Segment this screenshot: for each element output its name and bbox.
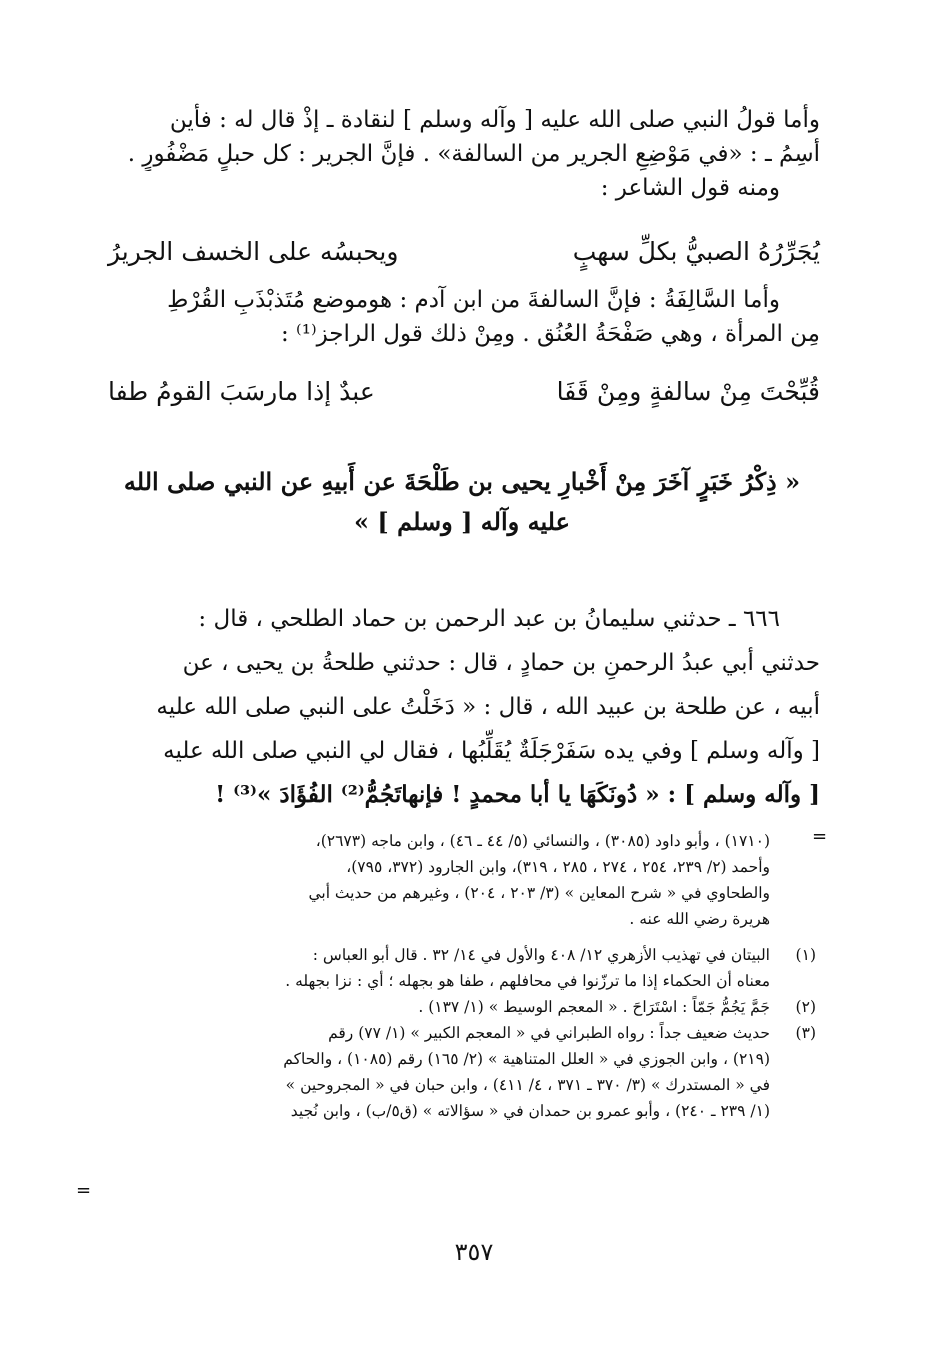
footnote-3: (٣) حديث ضعيف جداً : رواه الطبراني في « المعجم الكبير » (١/ ٧٧) رقم: [100, 1020, 816, 1046]
hadith-paragraph: [108, 597, 820, 817]
footnote-3-line: (١/ ٢٣٩ ـ ٢٤٠) ، وأبو عمرو بن حمدان في « سؤالاته » (ق٥/ب) ، وابن نُجيد: [290, 1102, 770, 1120]
footnote-3-line: (٢١٩) ، وابن الجوزي في « العلل المتناهية » (٢/ ١٦٥) رقم (١٠٨٥) ، والحاكم: [283, 1050, 770, 1068]
text-line: ومنه قول الشاعر :: [600, 175, 780, 201]
top-paragraph: [108, 103, 820, 205]
text-line: مِن المرأة ، وهي صَفْحَةُ العُنُق . ومِنْ ذلك قول الراجز⁽¹⁾ :: [280, 321, 820, 347]
verse-left-hemistich: عبدٌ إذا مارسَبَ القومُ طفا: [108, 377, 375, 406]
verse-left-hemistich: ويحبسُه على الخسف الجريرُ: [108, 237, 399, 266]
footnote-3-line: في « المستدرك » (٣/ ٣٧٠ ـ ٣٧١ ، ٤/ ٤١١) ، وابن حبان في « المجروحين »: [285, 1076, 770, 1094]
poetry-verse: [108, 373, 820, 411]
footnote-continuation-line: وأحمد (٢/ ٢٣٩، ٢٥٤ ، ٢٧٤ ، ٢٨٥ ، ٣١٩)، وابن الجارود (٣٧٢، ٧٩٥)،: [346, 858, 770, 876]
footnotes: [100, 828, 816, 1124]
verse-right-hemistich: يُجَرِّرُهُ الصبيُّ بكلِّ سهبٍ: [572, 237, 820, 266]
text-line: أبيه ، عن طلحة بن عبيد الله ، قال : « دَخَلْتُ على النبي صلى الله عليه: [156, 694, 820, 720]
middle-paragraph: [108, 283, 820, 351]
text-line: أسِمُ ـ : «في مَوْضِعِ الجرير من السالفة» . فإنَّ الجرير : كل حبلٍ مَضْفُورٍ .: [127, 141, 820, 167]
footnote-continuation-line: (١٧١٠) ، وأبو داود (٣٠٨٥) ، والنسائي (٥/ ٤٤ ـ ٤٦) ، وابن ماجه (٢٦٧٣)،: [315, 832, 770, 850]
footnote-1: (١) البيتان في تهذيب الأزهري ١٢/ ٤٠٨ والأول في ١٤/ ٣٢ . قال أبو العباس :: [100, 942, 816, 968]
text-line: حدثني أبي عبدُ الرحمنِ بن حمادٍ ، قال : حدثني طلحةُ بن يحيى ، عن: [182, 650, 820, 676]
footnote-end-continuation-marker: =: [76, 1180, 92, 1201]
footnote-marker: (١): [795, 946, 816, 964]
text-line: [ وآله وسلم ] : « دُونَكَهَا يا أبا محمدٍ ! فإنهاتَجُمُّ⁽²⁾ الفُؤَادَ »⁽³⁾ !: [215, 781, 820, 808]
heading-line: « ذِكْرُ خَبَرٍ آخَرَ مِنْ أَخْبارِ يحيى بن طَلْحَةَ عن أَبيهِ عن النبي صلى الله: [123, 467, 801, 496]
text-line: ٦٦٦ ـ حدثني سليمانُ بن عبد الرحمن بن حماد الطلحي ، قال :: [198, 606, 780, 632]
page-number: ٣٥٧: [454, 1238, 494, 1266]
footnote-marker: (٣): [795, 1024, 816, 1042]
footnote-continuation-line: والطحاوي في « شرح المعاين » (٣/ ٢٠٣ ، ٢٠٤) ، وغيرهم من حديث أبي: [308, 884, 770, 902]
verse-right-hemistich: قُبِّحْتَ مِنْ سالفةٍ ومِنْ قَفَا: [556, 377, 820, 406]
footnote-1-line: معناه أن الحكماء إذا ما ترزّنوا في محافلهم ، طفا هو بجهله ؛ أي : نزا بجهله .: [285, 972, 770, 990]
footnote-continuation-line: هريرة رضي الله عنه .: [629, 910, 770, 928]
heading-line: عليه وآله [ وسلم ] »: [354, 507, 570, 536]
footnote-continuation-marker: =: [812, 826, 828, 847]
section-heading: [100, 462, 824, 542]
text-line: [ وآله وسلم ] وفي يده سَفَرْجَلَةٌ يُقَلِّبُها ، فقال لي النبي صلى الله عليه: [163, 738, 820, 764]
text-line: وأما قولُ النبي صلى الله عليه [ وآله وسلم ] لنقادة ـ إذْ قال له : فأين: [169, 107, 820, 133]
footnote-marker: (٢): [795, 998, 816, 1016]
text-line: وأما السَّالِفَةُ : فإنَّ السالفةَ من ابن آدم : هوموضع مُتَذبْذَبِ القُرْطِ: [167, 287, 780, 313]
poetry-verse: [108, 233, 820, 271]
footnote-2: (٢) جَمَّ يَجُمُّ جَمّاً : اسْتَرَاحَ . « المعجم الوسيط » (١/ ١٣٧) .: [100, 994, 816, 1020]
